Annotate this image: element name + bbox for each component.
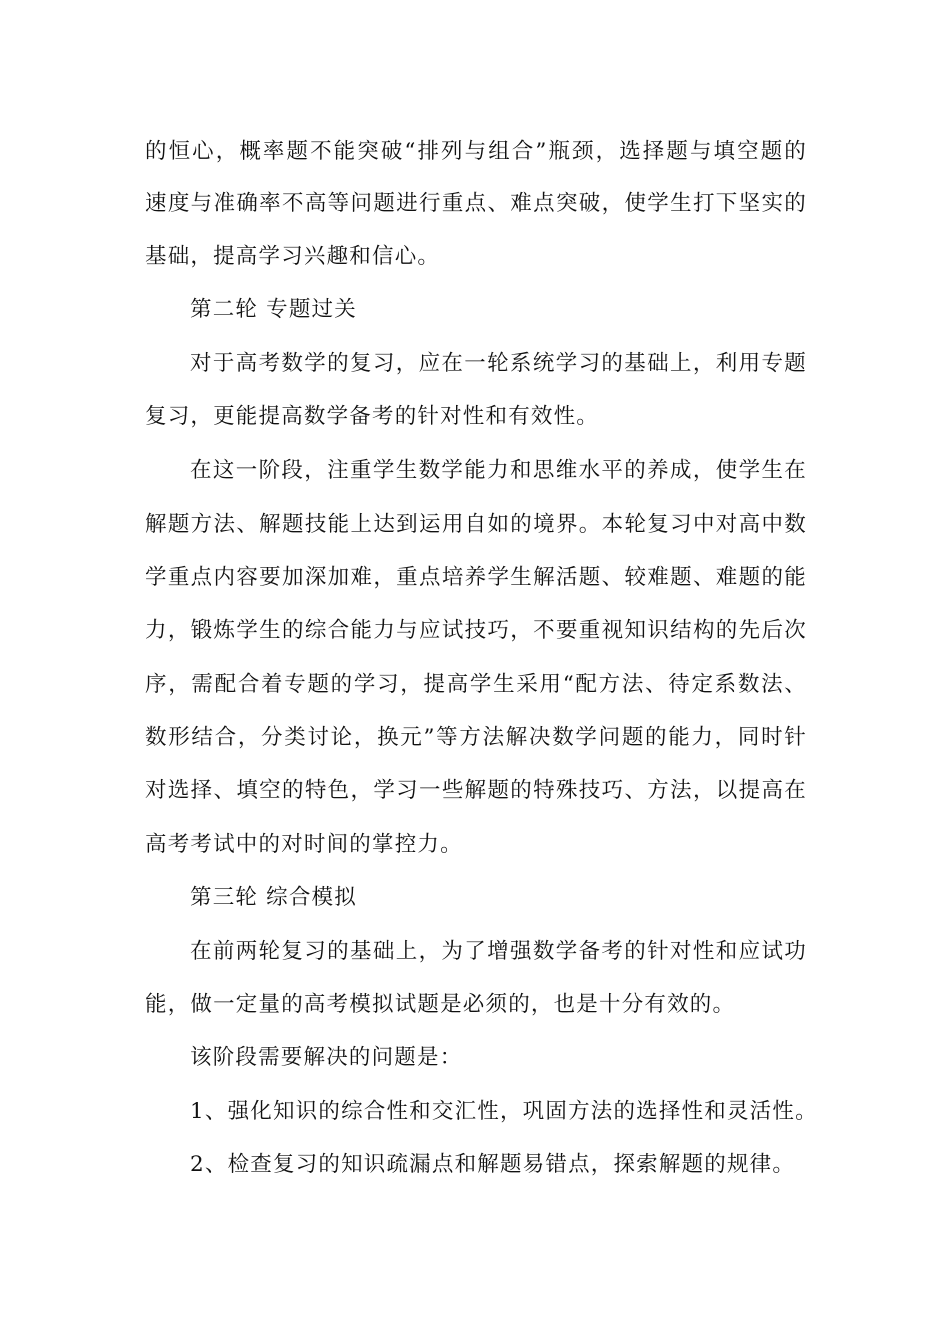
- text-line: 高考考试中的对时间的掌控力。: [145, 832, 463, 857]
- text-line: 序，需配合着专题的学习，提高学生采用“配方法、待定系数法、: [145, 672, 807, 697]
- text-line: 能，做一定量的高考模拟试题是必须的，也是十分有效的。: [145, 992, 736, 1017]
- text-line: 复习，更能提高数学备考的针对性和有效性。: [145, 404, 600, 429]
- section-heading-round-2: 第二轮 专题过关: [190, 297, 357, 322]
- text-line: 对于高考数学的复习，应在一轮系统学习的基础上，利用专题: [190, 351, 807, 376]
- list-item-1: 1、强化知识的综合性和交汇性，巩固方法的选择性和灵活性。: [190, 1099, 818, 1124]
- list-item-2: 2、检查复习的知识疏漏点和解题易错点，探索解题的规律。: [190, 1152, 796, 1177]
- text-line: 力，锻炼学生的综合能力与应试技巧，不要重视知识结构的先后次: [145, 618, 807, 643]
- section-heading-round-3: 第三轮 综合模拟: [190, 885, 357, 910]
- text-line: 该阶段需要解决的问题是：: [190, 1045, 463, 1070]
- text-line: 学重点内容要加深加难，重点培养学生解活题、较难题、难题的能: [145, 565, 807, 590]
- text-line: 在前两轮复习的基础上，为了增强数学备考的针对性和应试功: [190, 939, 807, 964]
- text-line: 数形结合，分类讨论，换元”等方法解决数学问题的能力，同时针: [145, 725, 807, 750]
- text-line: 的恒心，概率题不能突破“排列与组合”瓶颈，选择题与填空题的: [145, 139, 807, 164]
- text-line: 对选择、填空的特色，学习一些解题的特殊技巧、方法，以提高在: [145, 778, 807, 803]
- text-line: 基础，提高学习兴趣和信心。: [145, 244, 441, 269]
- text-line: 速度与准确率不高等问题进行重点、难点突破，使学生打下坚实的: [145, 191, 807, 216]
- text-line: 解题方法、解题技能上达到运用自如的境界。本轮复习中对高中数: [145, 512, 807, 537]
- text-line: 在这一阶段，注重学生数学能力和思维水平的养成，使学生在: [190, 458, 807, 483]
